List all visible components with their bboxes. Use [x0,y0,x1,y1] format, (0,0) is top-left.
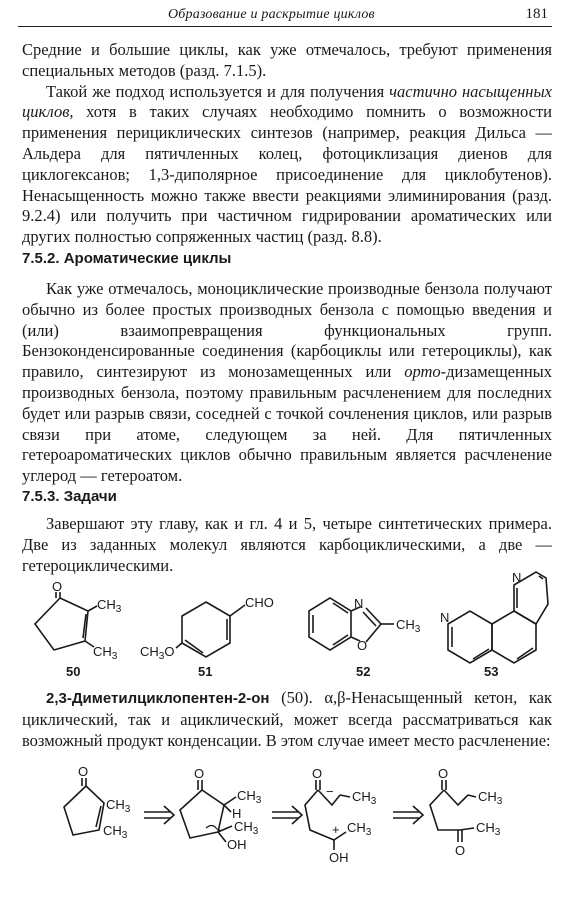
structure-number-52: 52 [356,664,371,679]
structure-50-methyl-3: $CH_3$ [93,644,118,662]
structure-50-oxygen: O [52,579,63,594]
paragraph-text: -дизамещенных производных бензола, поэтому правильным расчленением для последних будет или разрыв связи, соседней с точкой сочленения циклов, или разрыв связи при атоме, следующем за ней. Для пятичленных гетероароматических циклов обычно правильным является расчленение углерод — гетероатом. [22,362,552,486]
section-heading-problems: 7.5.3. Задачи [22,488,117,505]
scheme-oxygen-2: O [194,766,205,781]
scheme-methyl-2a: $CH_3$ [237,788,262,806]
scheme-plus-sign: + [332,822,340,837]
scheme-minus-sign: − [326,784,334,799]
scheme-aldol-intermediate [180,780,236,842]
scheme-methyl-3a: $CH_3$ [352,789,377,807]
scheme-hydrogen: H [232,806,242,821]
scheme-methyl-3b: $CH_3$ [347,820,372,838]
structure-number-50: 50 [66,664,81,679]
scheme-methyl-2b: $CH_3$ [234,819,259,837]
retro-arrow-1 [144,806,174,824]
scheme-methyl-1b: $CH_3$ [103,823,128,841]
compound-name: 2,3-Диметилциклопентен-2-он [46,690,270,707]
scheme-hydroxyl-1: OH [227,837,247,852]
structure-53-nitrogen-top: N [512,570,522,585]
scheme-methyl-4b: $CH_3$ [476,820,501,838]
structure-52-methyl: $CH_3$ [396,617,421,635]
running-title: Образование и раскрытие циклов [168,7,375,22]
retro-arrow-2 [272,806,302,824]
italic-term: орто [404,362,441,382]
compound-number: (50). [269,688,313,707]
scheme-methyl-1a: $CH_3$ [106,797,131,815]
paragraph-text: хотя в таких случаях необходимо помнить о возможности применения перициклических синтезов (например, реакция Дильса — Альдера для пятичленных колец, фотоциклизация диенов для циклогексанов; 1,3-диполярное присоединение для циклобутенов). Ненасыщенность можно также ввести реакциями элиминирования (разд. 9.2.4) или получить при частичном гидрировании ароматических или других полностью сопряженных частиц (разд. 8.8). [22,102,552,247]
scheme-methyl-4a: $CH_3$ [478,789,503,807]
scheme-oxygen-4: O [438,766,449,781]
italic-term: частично насыщенных циклов, [22,81,552,122]
paragraph-text: α,β-Ненасыщенный кетон, как циклический, так и ациклический, может всегда рассматриваться как возможный продукт конденсации. В этом случае имеет место расчленение: [22,688,552,750]
paragraph-text: Завершают эту главу, как и гл. 4 и 5, четыре синтетических примера. Две из заданных молекул являются карбоциклическими, а две — гетероциклическими. [22,514,552,575]
scheme-cyclopentenone [64,778,104,835]
structure-51-aldehyde: CHO [245,595,274,610]
paragraph-text: Как уже отмечалось, моноциклические производные бензола получают обычно из более простых производных бензола с помощью введения и (или) взаимопревращения функциональных групп. Бензоконденсированные соединения (карбоциклы или гетероциклы), как правило, синтезируют из монозамещенных или [22,279,552,382]
structure-number-53: 53 [484,664,499,679]
structure-52-oxygen: O [357,638,368,653]
scheme-oxygen-3: O [312,766,323,781]
scheme-hydroxyl-2: OH [329,850,349,865]
structure-52-nitrogen: N [354,596,364,611]
section-heading-aromatic: 7.5.2. Ароматические циклы [22,250,232,267]
paragraph-text: Средние и большие циклы, как уже отмечалось, требуют применения специальных методов (разд. 7.1.5). [22,40,552,80]
scheme-diketone [430,780,476,842]
scheme-oxygen-5: O [455,843,466,858]
page-number: 181 [525,6,548,22]
scheme-oxygen-1: O [78,764,89,779]
retro-arrow-3 [393,806,423,824]
structure-50-methyl-2: $CH_3$ [97,597,122,615]
structure-53-nitrogen-left: N [440,610,450,625]
paragraph-text: Такой же подход используется и для получения [46,81,390,101]
structure-number-51: 51 [198,664,213,679]
structure-51-methoxy: $CH_3O$ [140,644,175,662]
